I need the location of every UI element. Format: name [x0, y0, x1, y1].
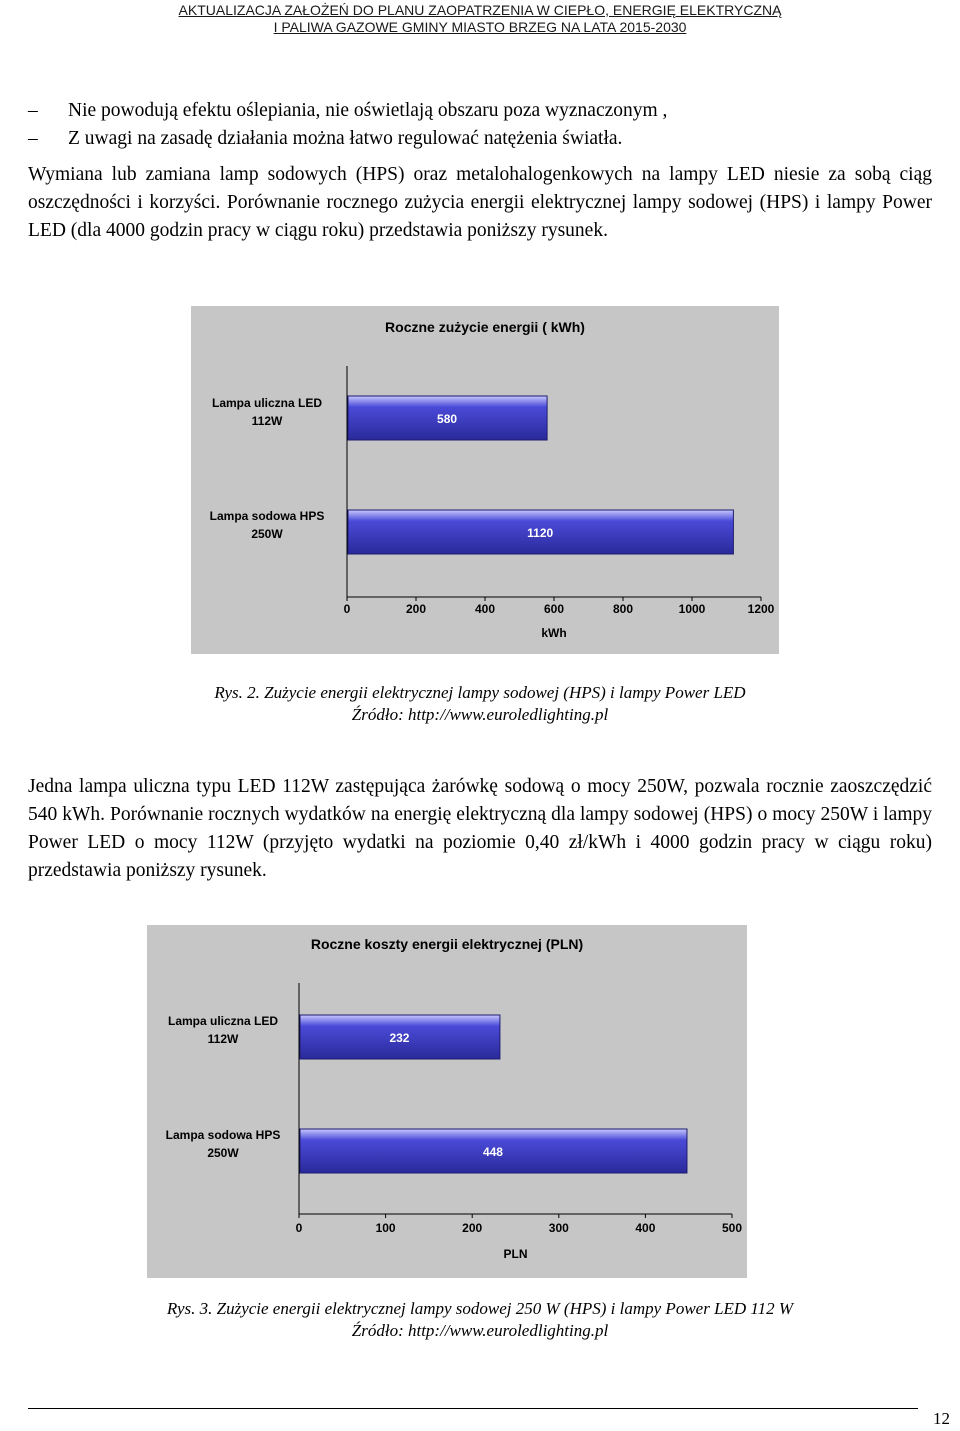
- x-tick-label-0: 0: [295, 1221, 303, 1235]
- figure-caption-3: [0, 1298, 960, 1342]
- bullet-text-2: Z uwagi na zasadę działania można łatwo regulować natężenia światła.: [68, 128, 623, 149]
- page-header: [0, 2, 960, 36]
- bullet-dash: –: [28, 128, 38, 149]
- chart-energy-cost-svg: [147, 925, 747, 1278]
- data-label-1: 448: [482, 1145, 503, 1159]
- category-label-0-1: 112W: [207, 1032, 239, 1046]
- chart-title: Roczne koszty energii elektrycznej (PLN): [310, 936, 584, 952]
- caption-2-title: Rys. 2. Zużycie energii elektrycznej lampy sodowej (HPS) i lampy Power LED: [214, 683, 746, 702]
- x-tick-label-3: 300: [548, 1221, 569, 1235]
- chart-energy-consumption: [191, 306, 779, 654]
- bullet-text-1: Nie powodują efektu oślepiania, nie oświetlają obszaru poza wyznaczonym ,: [68, 100, 668, 121]
- chart-title: Roczne zużycie energii ( kWh): [385, 319, 585, 335]
- bullet-dash: –: [28, 100, 38, 121]
- category-label-1-0: Lampa sodowa HPS: [165, 1128, 281, 1142]
- category-label-0-0: Lampa uliczna LED: [167, 1014, 279, 1028]
- caption-2-source: Źródło: http://www.euroledlighting.pl: [351, 705, 609, 724]
- category-label-1-1: 250W: [207, 1146, 239, 1160]
- header-line-2: I PALIWA GAZOWE GMINY MIASTO BRZEG NA LATA 2015-2030: [273, 19, 687, 35]
- x-tick-label-6: 1200: [747, 602, 775, 616]
- paragraph-2: Jedna lampa uliczna typu LED 112W zastępująca żarówkę sodową o mocy 250W, pozwala rocznie zaoszczędzić 540 kWh. Porównanie rocznych wydatków na energię elektryczną dla lampy sodowej (HPS) o mocy 250W i lampy Power LED o mocy 112W (przyjęto wydatki na poziomie 0,40 zł/kWh i 4000 godzin pracy w ciągu roku) przedstawia poniższy rysunek.: [28, 776, 932, 881]
- x-tick-label-1: 100: [375, 1221, 396, 1235]
- paragraph-1: Wymiana lub zamiana lamp sodowych (HPS) oraz metalohalogenkowych na lampy LED niesie za sobą ciąg oszczędności i korzyści. Porównanie rocznego zużycia energii elektrycznej lampy sodowej (HPS) i lampy Power LED (dla 4000 godzin pracy w ciągu roku) przedstawia poniższy rysunek.: [28, 164, 932, 241]
- chart-energy-cost: [147, 925, 747, 1278]
- x-tick-label-5: 500: [721, 1221, 743, 1235]
- x-tick-label-4: 800: [612, 602, 634, 616]
- footer-divider: [28, 1408, 918, 1409]
- x-axis-label: kWh: [541, 626, 567, 640]
- data-label-1: 1120: [527, 526, 554, 540]
- caption-3-title: Rys. 3. Zużycie energii elektrycznej lampy sodowej 250 W (HPS) i lampy Power LED 112 W: [166, 1299, 794, 1318]
- category-label-1-1: 250W: [251, 527, 283, 541]
- chart-energy-consumption-svg: [191, 306, 779, 654]
- x-tick-label-0: 0: [343, 602, 351, 616]
- header-line-1: AKTUALIZACJA ZAŁOŻEŃ DO PLANU ZAOPATRZENIA W CIEPŁO, ENERGIĘ ELEKTRYCZNĄ: [178, 2, 782, 18]
- x-tick-label-5: 1000: [678, 602, 706, 616]
- x-tick-label-1: 200: [405, 602, 427, 616]
- x-tick-label-2: 400: [474, 602, 496, 616]
- x-tick-label-4: 400: [635, 1221, 656, 1235]
- x-tick-label-2: 200: [462, 1221, 483, 1235]
- x-axis-label: PLN: [503, 1247, 528, 1261]
- data-label-0: 232: [389, 1031, 410, 1045]
- data-label-0: 580: [437, 412, 458, 426]
- bullet-item-2: [28, 125, 938, 153]
- x-tick-label-3: 600: [543, 602, 565, 616]
- category-label-0-0: Lampa uliczna LED: [211, 396, 323, 410]
- category-label-1-0: Lampa sodowa HPS: [209, 509, 325, 523]
- caption-3-source: Źródło: http://www.euroledlighting.pl: [351, 1321, 609, 1340]
- bullet-item-1: [28, 97, 938, 125]
- page-number: 12: [933, 1409, 950, 1428]
- category-label-0-1: 112W: [251, 414, 283, 428]
- figure-caption-2: [0, 682, 960, 726]
